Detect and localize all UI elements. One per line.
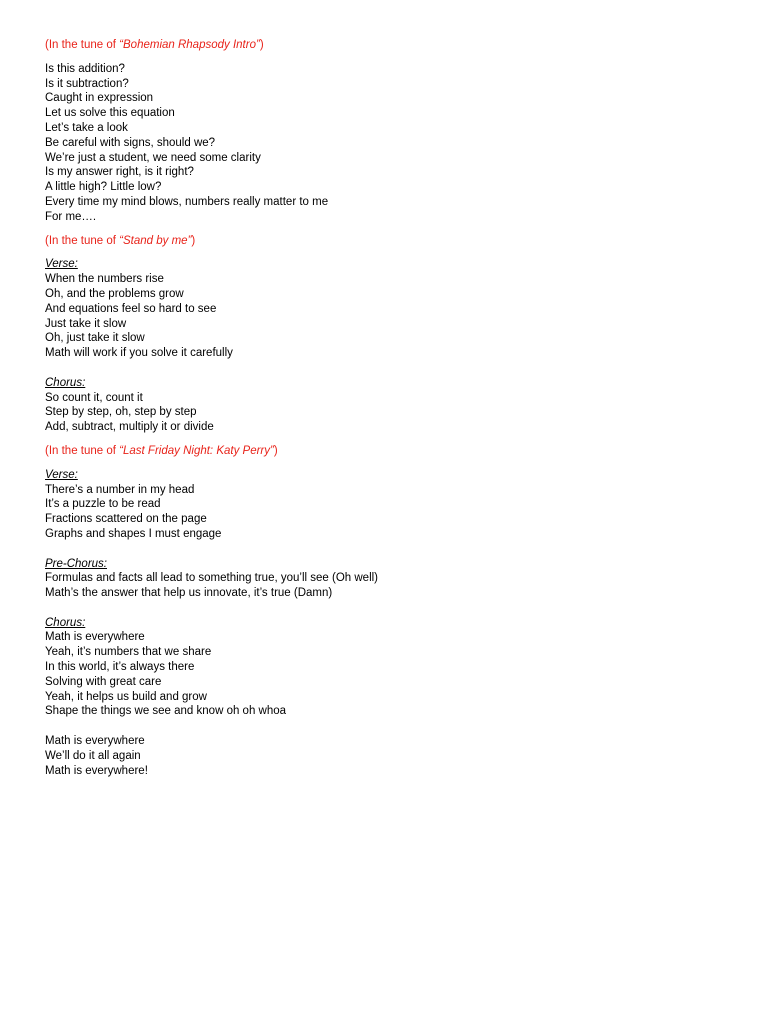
song-section-bohemian-rhapsody <box>45 38 745 225</box>
lyric-line: Let us solve this equation <box>45 107 175 120</box>
lyric-line: Fractions scattered on the page <box>45 513 207 526</box>
lyric-line: Math is everywhere <box>45 735 145 748</box>
song-section-last-friday-night <box>45 444 745 779</box>
lyric-line: Oh, and the problems grow <box>45 287 184 300</box>
lyric-line: We’ll do it all again <box>45 749 141 762</box>
lyric-line: Formulas and facts all lead to something true, you’ll see (Oh well) <box>45 572 379 585</box>
lyric-line: Oh, just take it slow <box>45 332 145 345</box>
lyric-line: Yeah, it’s numbers that we share <box>45 646 212 659</box>
lyric-line: Is my answer right, is it right? <box>45 166 194 179</box>
lyric-line: Step by step, oh, step by step <box>45 406 197 419</box>
chorus-label: Chorus: <box>45 376 86 389</box>
lyric-line: And equations feel so hard to see <box>45 302 217 315</box>
lyrics-block <box>45 62 745 225</box>
verse-label: Verse: <box>45 258 78 271</box>
lyric-line: There’s a number in my head <box>45 483 195 496</box>
lyric-line: Math is everywhere <box>45 631 145 644</box>
section-heading: (In the tune of “Stand by me”) <box>45 234 196 247</box>
lyric-line: In this world, it’s always there <box>45 661 195 674</box>
lyrics-block-pre-chorus <box>45 557 745 601</box>
lyric-line: Is it subtraction? <box>45 77 129 90</box>
lyric-line: Math’s the answer that help us innovate, it’s true (Damn) <box>45 587 333 600</box>
lyric-line: Is this addition? <box>45 62 125 75</box>
song-section-stand-by-me <box>45 234 745 435</box>
lyric-line: It’s a puzzle to be read <box>45 498 161 511</box>
lyric-line: Yeah, it helps us build and grow <box>45 690 207 703</box>
lyric-line: So count it, count it <box>45 391 143 404</box>
lyric-line: Add, subtract, multiply it or divide <box>45 421 214 434</box>
lyrics-block-verse <box>45 468 745 542</box>
verse-label: Verse: <box>45 468 78 481</box>
lyric-line: Solving with great care <box>45 675 162 688</box>
chorus-label: Chorus: <box>45 616 86 629</box>
lyric-line: Math will work if you solve it carefully <box>45 347 233 360</box>
lyric-line: Math is everywhere! <box>45 764 148 777</box>
song-title: “Last Friday Night: Katy Perry” <box>119 444 274 457</box>
lyric-line: Caught in expression <box>45 92 154 105</box>
lyrics-block-chorus <box>45 616 745 720</box>
pre-chorus-label: Pre-Chorus: <box>45 557 107 570</box>
lyrics-block-verse <box>45 257 745 361</box>
lyrics-block-outro <box>45 734 745 778</box>
lyric-line: Graphs and shapes I must engage <box>45 527 222 540</box>
lyric-line: For me…. <box>45 210 97 223</box>
lyric-line: When the numbers rise <box>45 273 164 286</box>
lyric-line: Every time my mind blows, numbers really matter to me <box>45 195 329 208</box>
lyric-line: We’re just a student, we need some clarity <box>45 151 261 164</box>
lyric-line: Let’s take a look <box>45 121 128 134</box>
document-page <box>45 38 745 778</box>
song-title: “Stand by me” <box>119 234 192 247</box>
lyric-line: Be careful with signs, should we? <box>45 136 216 149</box>
lyric-line: A little high? Little low? <box>45 181 162 194</box>
song-title: “Bohemian Rhapsody Intro” <box>119 39 260 51</box>
lyrics-block-chorus <box>45 376 745 435</box>
lyric-line: Just take it slow <box>45 317 127 330</box>
section-heading: (In the tune of “Last Friday Night: Katy Perry”) <box>45 444 278 457</box>
section-heading: (In the tune of “Bohemian Rhapsody Intro”) <box>45 39 264 51</box>
lyric-line: Shape the things we see and know oh oh whoa <box>45 705 287 718</box>
